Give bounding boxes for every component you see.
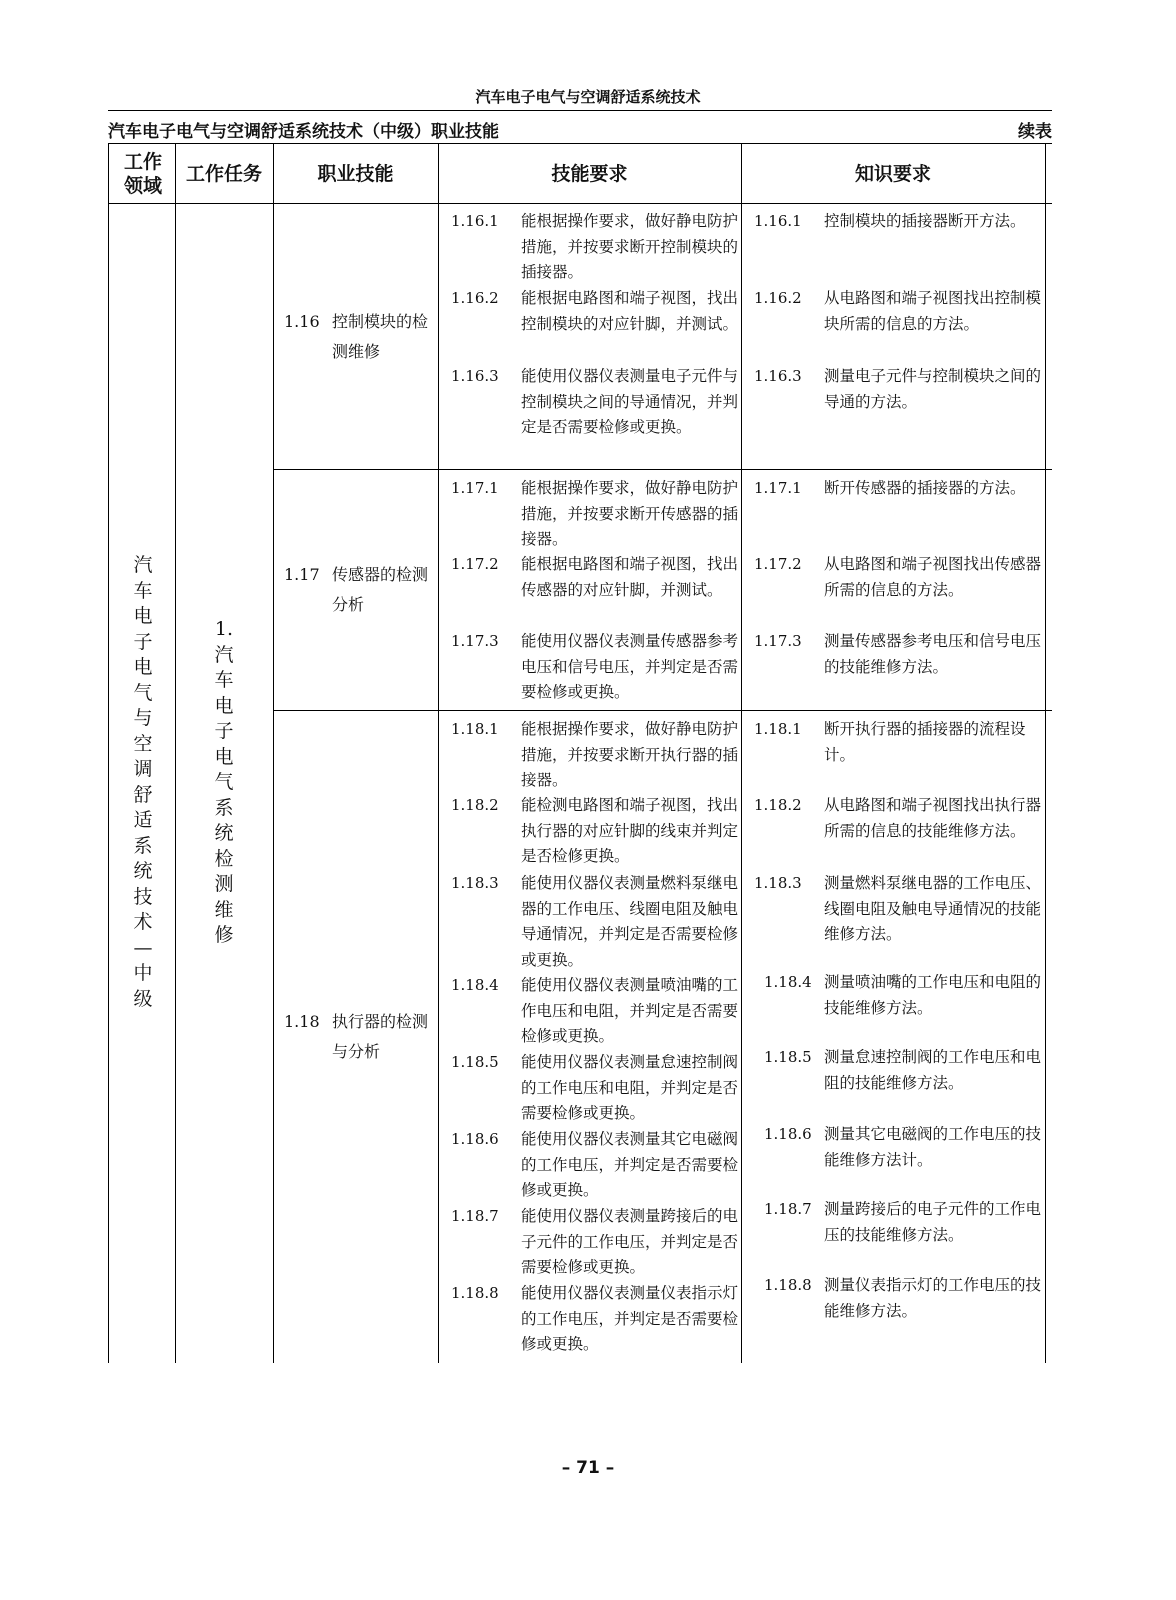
- item-number: 1.18.8: [764, 1276, 812, 1294]
- item-number: 1.18.4: [764, 973, 812, 991]
- item-text: 能使用仪器仪表测量其它电磁阀的工作电压，并判定是否需要检修或更换。: [521, 1130, 739, 1199]
- row-divider-2: [273, 710, 1052, 711]
- item-text: 能根据操作要求，做好静电防护措施，并按要求断开执行器的插接器。: [521, 720, 739, 789]
- item-text: 能根据电路图和端子视图，找出控制模块的对应针脚，并测试。: [521, 289, 739, 333]
- item-text: 测量燃料泵继电器的工作电压、线圈电阻及触电导通情况的技能维修方法。: [824, 874, 1042, 943]
- item-number: 1.17.2: [754, 555, 802, 573]
- item-text: 测量怠速控制阀的工作电压和电阻的技能维修方法。: [824, 1048, 1042, 1092]
- item-number: 1.18.7: [764, 1200, 812, 1218]
- item-number: 1.17.2: [451, 555, 499, 573]
- item-text: 测量跨接后的电子元件的工作电压的技能维修方法。: [824, 1200, 1042, 1244]
- item-text: 测量仪表指示灯的工作电压的技能维修方法。: [824, 1276, 1042, 1320]
- item-text: 能根据电路图和端子视图，找出传感器的对应针脚，并测试。: [521, 555, 739, 599]
- item-number: 1.16.3: [754, 367, 802, 385]
- skill-name: 控制模块的检测维修: [332, 312, 429, 361]
- item-text: 断开执行器的插接器的流程设计。: [824, 720, 1026, 764]
- item-number: 1.17.1: [451, 479, 499, 497]
- item-text: 断开传感器的插接器的方法。: [824, 479, 1026, 497]
- item-text: 从电路图和端子视图找出控制模块所需的信息的方法。: [824, 289, 1042, 333]
- item-number: 1.16.1: [451, 212, 499, 230]
- col-line-0: [108, 143, 109, 1363]
- skill-number: 1.17: [284, 565, 320, 584]
- item-text: 能检测电路图和端子视图，找出执行器的对应针脚的线束并判定是否检修更换。: [521, 796, 739, 865]
- running-header: 汽车电子电气与空调舒适系统技术: [475, 88, 701, 106]
- continued-label: 续表: [1018, 122, 1052, 142]
- item-number: 1.18.3: [754, 874, 802, 892]
- skill-number: 1.18: [284, 1012, 320, 1031]
- item-number: 1.18.7: [451, 1207, 499, 1225]
- item-number: 1.18.1: [451, 720, 499, 738]
- header-skill: 职业技能: [317, 163, 394, 185]
- item-text: 测量电子元件与控制模块之间的导通的方法。: [824, 367, 1042, 411]
- item-number: 1.18.6: [451, 1130, 499, 1148]
- item-text: 测量其它电磁阀的工作电压的技能维修方法计。: [824, 1125, 1042, 1169]
- header-rule: [108, 110, 1052, 111]
- header-work-task: 工作任务: [185, 163, 262, 185]
- col-line-2: [273, 143, 274, 1363]
- item-number: 1.18.5: [764, 1048, 812, 1066]
- item-number: 1.18.2: [451, 796, 499, 814]
- item-number: 1.17.3: [451, 632, 499, 650]
- item-number: 1.18.4: [451, 976, 499, 994]
- skill-name: 执行器的检测与分析: [332, 1012, 429, 1061]
- header-skill-requirement: 技能要求: [551, 163, 628, 185]
- item-text: 从电路图和端子视图找出执行器所需的信息的技能维修方法。: [824, 796, 1042, 840]
- item-number: 1.18.1: [754, 720, 802, 738]
- item-text: 控制模块的插接器断开方法。: [824, 212, 1026, 230]
- item-text: 测量喷油嘴的工作电压和电阻的技能维修方法。: [824, 973, 1042, 1017]
- item-number: 1.16.2: [451, 289, 499, 307]
- item-text: 测量传感器参考电压和信号电压的技能维修方法。: [824, 632, 1042, 676]
- work-domain-cell: 汽车电子电气与空调舒适系统技术—中级: [133, 554, 153, 1010]
- item-number: 1.18.5: [451, 1053, 499, 1071]
- item-number: 1.18.8: [451, 1284, 499, 1302]
- item-text: 能使用仪器仪表测量传感器参考电压和信号电压，并判定是否需要检修或更换。: [521, 632, 739, 701]
- table-title: 汽车电子电气与空调舒适系统技术（中级）职业技能: [108, 122, 499, 142]
- item-text: 能使用仪器仪表测量怠速控制阀的工作电压和电阻，并判定是否需要检修或更换。: [521, 1053, 739, 1122]
- col-line-1: [175, 143, 176, 1363]
- col-line-3: [438, 143, 439, 1363]
- item-text: 能使用仪器仪表测量燃料泵继电器的工作电压、线圈电阻及触电导通情况，并判定是否需要检修或更换。: [521, 874, 739, 969]
- item-number: 1.17.3: [754, 632, 802, 650]
- item-text: 能使用仪器仪表测量跨接后的电子元件的工作电压，并判定是否需要检修或更换。: [521, 1207, 739, 1276]
- header-work-domain: 工作领域: [123, 151, 162, 197]
- item-number: 1.17.1: [754, 479, 802, 497]
- page-number: – 71 –: [561, 1458, 615, 1478]
- row-divider-1: [273, 469, 1052, 470]
- work-task-cell: 1.汽车电子电气系统检测维修: [214, 618, 234, 946]
- header-knowledge-requirement: 知识要求: [854, 163, 931, 185]
- skills-table: [108, 143, 1052, 1363]
- item-text: 能根据操作要求，做好静电防护措施，并按要求断开传感器的插接器。: [521, 479, 739, 548]
- item-number: 1.16.2: [754, 289, 802, 307]
- item-text: 能使用仪器仪表测量电子元件与控制模块之间的导通情况，并判定是否需要检修或更换。: [521, 367, 739, 436]
- item-number: 1.16.1: [754, 212, 802, 230]
- item-text: 能根据操作要求，做好静电防护措施，并按要求断开控制模块的插接器。: [521, 212, 739, 281]
- item-text: 能使用仪器仪表测量仪表指示灯的工作电压，并判定是否需要检修或更换。: [521, 1284, 739, 1353]
- skill-name: 传感器的检测分析: [332, 565, 429, 614]
- item-number: 1.18.6: [764, 1125, 812, 1143]
- item-number: 1.16.3: [451, 367, 499, 385]
- item-number: 1.18.2: [754, 796, 802, 814]
- item-text: 能使用仪器仪表测量喷油嘴的工作电压和电阻，并判定是否需要检修或更换。: [521, 976, 739, 1045]
- skill-number: 1.16: [284, 312, 320, 331]
- item-text: 从电路图和端子视图找出传感器所需的信息的方法。: [824, 555, 1042, 599]
- item-number: 1.18.3: [451, 874, 499, 892]
